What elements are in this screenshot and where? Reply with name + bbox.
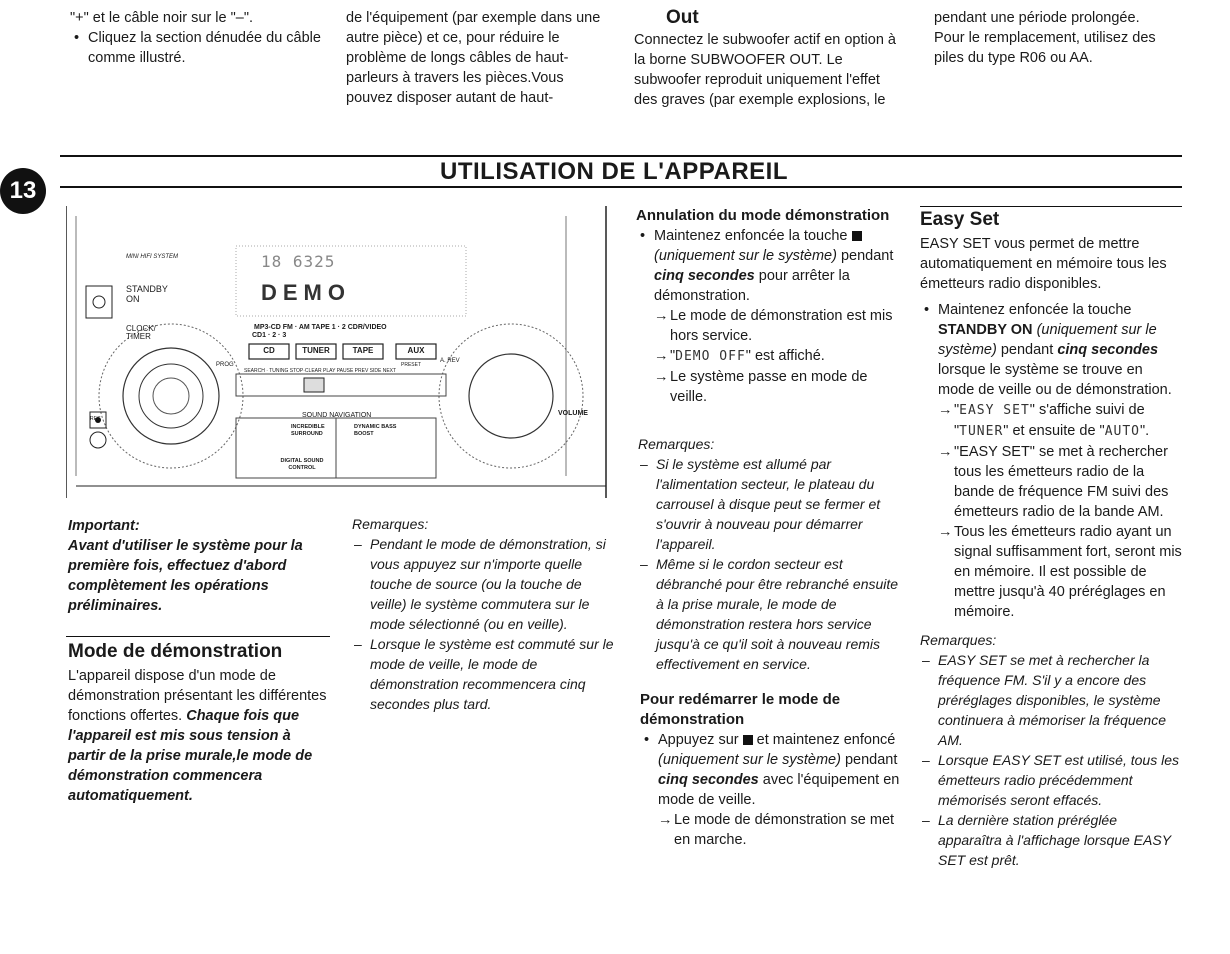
easyset-bullet-d: pendant [1000, 342, 1054, 358]
easyset-remarques [920, 630, 1182, 870]
device-button-tape: TAPE [352, 346, 374, 355]
stop-square-icon [743, 735, 753, 745]
top-col-4-text: pendant une période prolongée. Pour le remplacement, utilisez des piles du type R06 ou AA. [934, 10, 1156, 66]
annulation-bullet-e: pour arrêter la démonstration. [654, 268, 850, 304]
top-col-1 [70, 8, 330, 68]
device-cd-sub: CD1 · 2 · 3 [252, 332, 287, 339]
arrow-icon: → [938, 524, 953, 540]
mode-demo-text-bold: Chaque fois que l'appareil est mis sous tension à partir de la prise murale,le mode de démonstration commencera automatiquement. [68, 708, 313, 804]
device-arev-label: A. REV [440, 358, 460, 364]
device-standby-label: STANDBY [126, 284, 168, 294]
remarques-2 [638, 434, 900, 674]
easyset-bullet-e: cinq secondes [1057, 342, 1159, 358]
easyset-remarque-item: – La dernière station préréglée apparaîtra à l'affichage lorsque EASY SET est prêt. [920, 810, 1182, 870]
top-col-1-bullet: • Cliquez la section dénudée du câble comme illustré. [70, 28, 330, 68]
important-label: Important: [68, 518, 140, 534]
redemarrer-bullet-c: (uniquement sur le système) [658, 752, 841, 768]
stop-square-icon [852, 231, 862, 241]
device-button-cd: CD [263, 346, 275, 355]
annulation-bullet-d: cinq secondes [654, 268, 755, 284]
easyset-block [920, 208, 1182, 870]
redemarrer-bullet-d: pendant [844, 752, 898, 768]
top-col-4 [934, 8, 1174, 68]
device-source-labels: MP3-CD FM · AM TAPE 1 · 2 CDR/VIDEO [254, 324, 387, 331]
arrow-icon: → [658, 812, 673, 828]
easyset-bullet-a: Maintenez enfoncée la touche [938, 302, 1132, 318]
device-display-text: 18 6325 [261, 252, 336, 271]
remarques-2-label: Remarques: [638, 436, 715, 452]
remarques-2-item: – Si le système est allumé par l'alimentation secteur, le plateau du carrousel à disque peut se fermer et s'ouvrir à nouveau pour démarrer l'appareil. [638, 454, 900, 554]
annulation-arrow-3 [636, 367, 896, 407]
mode-demo-rule [66, 636, 330, 637]
remarques-1-item: – Pendant le mode de démonstration, si vous appuyez sur n'importe quelle touche de source (ou la touche de veille) le système commutera sur le mode sélectionné (ou en veille). [352, 534, 614, 634]
easyset-remarque-item: – EASY SET se met à rechercher la fréquence FM. S'il y a encore des préréglages disponibles, le système continuera à mémoriser la fréquence AM. [920, 650, 1182, 750]
easyset-arrow-1-mid: " s'affiche suivi de " [954, 402, 1145, 439]
easyset-bullet-f: lorsque le système se trouve en mode de veille ou de démonstration. [938, 362, 1172, 398]
top-col-2-text: de l'équipement (par exemple dans une autre pièce) et ce, pour réduire le problème de longs câbles de haut-parleurs à travers les pièces.Vous pouvez disposer autant de haut- [346, 10, 601, 106]
header-rule-top [60, 155, 1182, 157]
mode-demo-heading: Mode de démonstration [68, 641, 283, 662]
important-text: Avant d'utiliser le système pour la première fois, effectuez d'abord complètement les opérations préliminaires. [68, 538, 303, 614]
device-button-tuner: TUNER [302, 346, 330, 355]
device-incredible: INCREDIBLE SURROUND [291, 424, 325, 437]
easyset-arrow-1-lcd3: AUTO [1104, 424, 1140, 439]
redemarrer-arrow-1 [640, 810, 902, 850]
device-preset-label: PRESET [401, 362, 422, 368]
arrow-icon: → [654, 348, 669, 364]
device-illustration [66, 206, 610, 498]
redemarrer-bullet-e: cinq secondes [658, 772, 759, 788]
redemarrer-bullet-b: et maintenez enfoncé [756, 732, 896, 748]
annulation-arrow-1-text: Le mode de démonstration est mis hors service. [670, 308, 893, 344]
mode-demo-block [68, 640, 330, 806]
header-rule-bottom [60, 186, 1182, 188]
device-transport-labels: SEARCH · TUNING STOP·CLEAR PLAY PAUSE PREV SIDE NEXT [244, 368, 397, 374]
device-sound-nav: SOUND NAVIGATION [302, 412, 372, 419]
section-title: UTILISATION DE L'APPAREIL [440, 158, 788, 185]
easyset-heading: Easy Set [920, 209, 1000, 230]
redemarrer-arrow-1-text: Le mode de démonstration se met en marche. [674, 812, 895, 848]
easyset-arrow-2 [920, 442, 1182, 522]
device-brand: MINI HIFI SYSTEM [126, 254, 179, 260]
important-block [68, 516, 326, 616]
easyset-remarques-label: Remarques: [920, 632, 997, 648]
device-timer-label: TIMER [126, 332, 151, 341]
easyset-arrow-2-text: "EASY SET" se met à rechercher tous les émetteurs radio de la bande de fréquence FM suivi des émetteurs radio de la bande AM. [954, 444, 1169, 520]
easyset-remarque-item: – Lorsque EASY SET est utilisé, tous les émetteurs radio précédemment mémorisés seront effacés. [920, 750, 1182, 810]
annulation-bullet-c: pendant [840, 248, 894, 264]
annulation-bullet-a: Maintenez enfoncée la touche [654, 228, 848, 244]
device-rec-label: REC [90, 416, 101, 422]
easyset-bullet-c: (uniquement sur le système) [938, 322, 1157, 358]
device-button-aux: AUX [407, 346, 425, 355]
easyset-arrow-1: → "EASY SET" s'affiche suivi de "TUNER" et ensuite de "AUTO". [938, 402, 1150, 439]
annulation-arrow-1 [636, 306, 896, 346]
easyset-intro: EASY SET vous permet de mettre automatiquement en mémoire tous les émetteurs radio disponibles. [920, 236, 1167, 292]
arrow-icon: → [654, 308, 669, 324]
device-prog-label: PROG [216, 362, 234, 368]
easyset-arrow-1-lcd1: EASY SET [959, 403, 1030, 418]
page-number: 13 [9, 177, 37, 204]
remarques-2-item: – Même si le cordon secteur est débranché pour être rebranché ensuite à la prise murale, le mode de démonstration restera hors service jusqu'à ce qu'il soit à nouveau remis effectivement en service. [638, 554, 900, 674]
easyset-bullet-b: STANDBY ON [938, 322, 1033, 338]
easyset-arrow-1-mid2: " et ensuite de " [1003, 423, 1105, 439]
easyset-arrow-1-lcd2: TUNER [959, 424, 1004, 439]
redemarrer-bullet-f: avec l'équipement en mode de veille. [658, 772, 900, 808]
redemarrer-bullet-a: Appuyez sur [658, 732, 739, 748]
remarques-1-label: Remarques: [352, 516, 429, 532]
mode-demo-text [68, 666, 330, 806]
remarques-1-item: – Lorsque le système est commuté sur le mode de veille, le mode de démonstration recommencera cinq secondes plus tard. [352, 634, 614, 714]
top-col-1-line: "+" et le câble noir sur le "–". [70, 10, 253, 26]
easyset-arrow-3 [920, 522, 1182, 622]
redemarrer-block [640, 690, 902, 850]
annulation-arrow-2 [636, 346, 896, 367]
annulation-bullet-b: (uniquement sur le système) [654, 248, 837, 264]
annulation-arrow-2-lcd: DEMO OFF [675, 349, 746, 364]
device-drawing [66, 206, 610, 498]
top-col-3-text: Connectez le subwoofer actif en option à la borne SUBWOOFER OUT. Le subwoofer reproduit uniquement l'effet des graves (par exemple explosions, le [634, 32, 896, 108]
top-col-2 [346, 8, 614, 108]
device-digital: DIGITAL SOUND CONTROL [280, 458, 324, 471]
easyset-rule [920, 206, 1182, 207]
annulation-arrow-3-text: Le système passe en mode de veille. [670, 369, 868, 405]
page-number-badge [0, 168, 46, 214]
out-heading: Out [666, 7, 699, 28]
annulation-arrow-2-post: " est affiché. [745, 348, 825, 364]
mode-demo-text-normal: L'appareil dispose d'un mode de démonstration présentant les différentes fonctions offertes. [68, 668, 327, 724]
device-volume: VOLUME [558, 410, 588, 417]
device-clock-label: CLOCK/ [126, 324, 156, 333]
arrow-icon: → [938, 444, 953, 460]
annulation-bullet [636, 226, 896, 306]
arrow-icon: → [654, 369, 669, 385]
remarques-1 [352, 514, 614, 714]
easyset-bullet [920, 300, 1182, 400]
device-on-label: ON [126, 294, 140, 304]
redemarrer-heading: Pour redémarrer le mode de démonstration [640, 691, 841, 728]
annulation-heading: Annulation du mode démonstration [636, 207, 890, 224]
top-col-3 [634, 6, 904, 110]
annulation-arrow-2-pre: " [670, 348, 676, 364]
redemarrer-bullet [640, 730, 902, 810]
device-dbb: DYNAMIC BASS BOOST [354, 424, 397, 437]
easyset-arrow-3-text: Tous les émetteurs radio ayant un signal suffisamment fort, seront mis en mémoire. Il est possible de mettre jusqu'à 40 préréglages en mémoire. [954, 524, 1182, 620]
device-demo-text: DEMO [261, 280, 351, 305]
annulation-block [636, 206, 896, 407]
arrow-icon: → [938, 402, 953, 418]
